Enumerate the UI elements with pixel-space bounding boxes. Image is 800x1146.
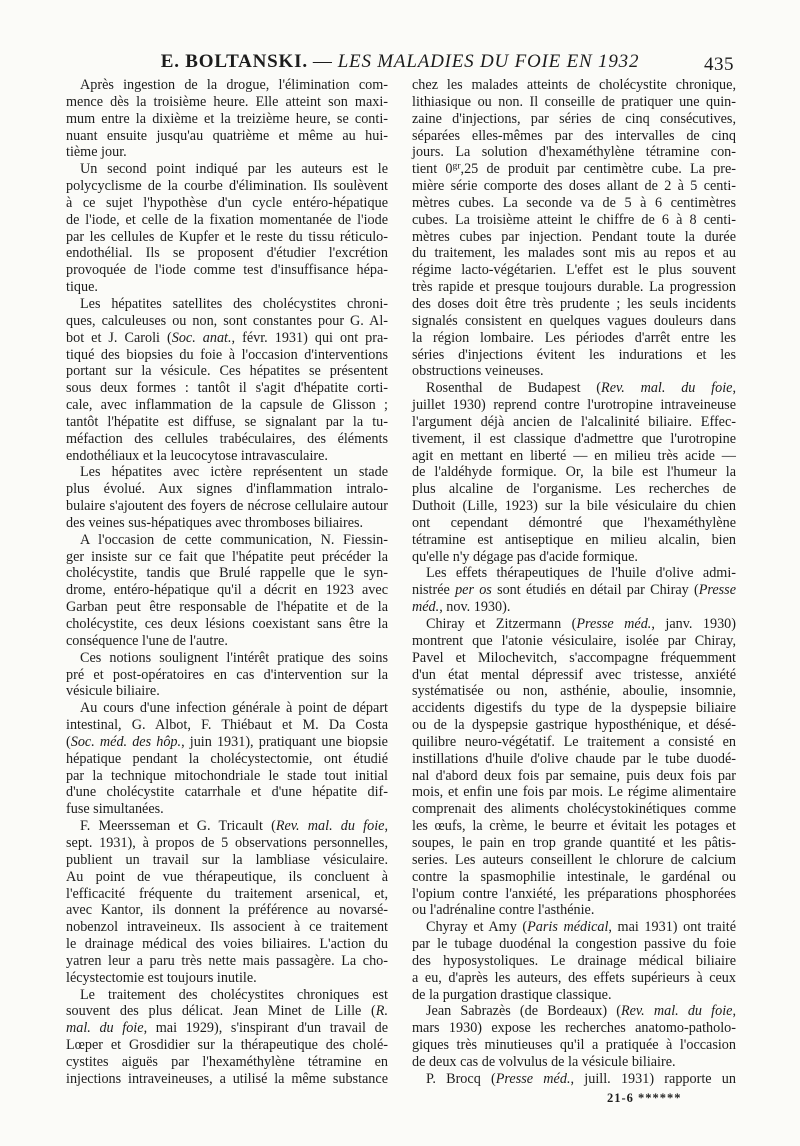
text-line: par les cellules de Kupfer et le reste du tissu réticulo- bbox=[66, 228, 388, 245]
italic-citation: Soc. anat. bbox=[171, 329, 232, 346]
italic-citation: méd. bbox=[412, 599, 440, 616]
text-line: des veines sus-hépatiques avec thromboses biliaires. bbox=[66, 514, 364, 531]
text-line: a eu, d'après les auteurs, des effets supérieurs à ceux bbox=[412, 969, 736, 986]
text-line: Garban peut être responsable de l'hépatite et de la bbox=[66, 599, 388, 616]
text-line bbox=[412, 919, 736, 936]
text-line: nal d'abord deux fois par semaine, puis deux fois par bbox=[412, 767, 736, 784]
roman-text: nistrée bbox=[412, 582, 456, 599]
paragraph bbox=[66, 650, 388, 701]
italic-citation: per os bbox=[455, 582, 492, 599]
text-line bbox=[412, 1071, 736, 1088]
text-line: zaine d'injections, par séries de cinq consécutives, bbox=[412, 110, 736, 127]
roman-text: tient 0 bbox=[412, 161, 453, 178]
paragraph bbox=[412, 616, 736, 919]
roman-text: Jean Sabrazès (de Bordeaux) ( bbox=[426, 1003, 621, 1020]
paragraph bbox=[412, 919, 736, 1003]
text-line: séries d'injections évitent les indurations et les bbox=[412, 346, 736, 363]
paragraph bbox=[412, 380, 736, 565]
text-line bbox=[412, 161, 736, 178]
text-line: agit en mettant en liberté — en milieu très acide — bbox=[412, 447, 736, 464]
italic-citation: Rev. mal. du foie bbox=[601, 380, 733, 397]
text-line: Les effets thérapeutiques de l'huile d'olive admi- bbox=[426, 565, 736, 582]
text-line: mence dès la troisième heure. Elle atteint son maxi- bbox=[66, 93, 388, 110]
roman-text: , bbox=[384, 818, 388, 835]
text-line: yatren leur a paru très nette mais passagère. La cho- bbox=[66, 952, 388, 969]
text-line: mètres cubes par injection. Pendant toute la durée bbox=[412, 228, 736, 245]
text-line: la région lombaire. Les périodes d'arrêt entre les bbox=[412, 329, 736, 346]
text-line: endothéliaux et la leucocytose intravasculaire. bbox=[66, 447, 328, 464]
italic-citation: Presse méd. bbox=[495, 1070, 571, 1087]
text-line: mum entre la dixième et la treizième heure, se conti- bbox=[66, 110, 388, 127]
text-line: Au point de vue thérapeutique, ils concluent à bbox=[66, 868, 388, 885]
text-line: tétramine est antiseptique en milieu alcalin, bien bbox=[412, 531, 736, 548]
text-line: bulaire s'ajoutent des foyers de nécrose cellulaire autour bbox=[66, 498, 388, 515]
roman-text: , mai 1931) ont traité bbox=[608, 919, 737, 936]
text-line: ou de la dyspepsie gastrique hyposthénique, et désé- bbox=[412, 717, 736, 734]
text-line: endothélial. Ils se proposent d'étudier l'excrétion bbox=[66, 245, 388, 262]
text-line: à ce sujet l'hypothèse d'un cycle entéro-hépatique bbox=[66, 194, 388, 211]
roman-text: ( bbox=[66, 733, 71, 750]
paragraph bbox=[412, 565, 736, 616]
roman-text: , mai 1929), s'inspirant d'un travail de bbox=[143, 1020, 388, 1037]
running-head bbox=[0, 50, 800, 74]
text-line bbox=[412, 582, 736, 599]
roman-text: Chyray et Amy ( bbox=[426, 919, 528, 936]
paragraph bbox=[412, 1003, 736, 1070]
text-line bbox=[412, 380, 736, 397]
text-line: mois, et enfin une fois par mois. Le régime alimentaire bbox=[412, 784, 736, 801]
text-line: series. Les auteurs conseillent le chlorure de calcium bbox=[412, 851, 736, 868]
text-line: jours. La solution d'hexaméthylène tétramine con- bbox=[412, 144, 736, 161]
italic-citation: Soc. méd. des hôp. bbox=[70, 733, 182, 750]
text-line: l'opium contre l'anxiété, les préparations phosphorées bbox=[412, 885, 736, 902]
paragraph bbox=[66, 818, 388, 986]
text-line: du traitement, les malades sont mis au repos et au bbox=[412, 245, 736, 262]
text-line bbox=[412, 599, 736, 616]
italic-citation: Paris médical bbox=[527, 919, 609, 936]
roman-text: , nov. 1930). bbox=[439, 599, 511, 616]
text-line bbox=[412, 616, 736, 633]
text-line: contre la spasmophilie intestinale, le gardénal ou bbox=[412, 868, 736, 885]
text-line bbox=[66, 734, 388, 751]
text-line: plus alcaline de l'organisme. Les recherches de bbox=[412, 481, 736, 498]
text-line: mière série comporte des doses allant de 2 à 5 centi- bbox=[412, 178, 736, 195]
text-line: chez les malades atteints de cholécystite chronique, bbox=[412, 77, 736, 93]
text-line: de l'aldéhyde formique. Or, la bile est l'humeur la bbox=[412, 464, 736, 481]
roman-text: ,25 de produit par centimètre cube. La pre- bbox=[460, 161, 736, 178]
text-line: cubes. La troisième atteint le chiffre de 6 à 8 centi- bbox=[412, 211, 736, 228]
text-line bbox=[66, 330, 388, 347]
text-line: montrent que l'atonie vésiculaire, isolée par Chiray, bbox=[412, 632, 736, 649]
text-line: accidents digestifs du type de la dyspepsie biliaire bbox=[412, 700, 736, 717]
paragraph bbox=[66, 464, 388, 531]
text-line: Les hépatites satellites des cholécystites chroni- bbox=[80, 295, 388, 312]
text-line: pré et post-opératoires en cas d'intervention sur la bbox=[66, 666, 388, 683]
text-line: signalés consistent en quelques vagues douleurs dans bbox=[412, 312, 736, 329]
text-line: très rapide et presque toujours durable. La progression bbox=[412, 279, 736, 296]
text-line: giques très minutieuses qu'il a pratiquée à l'occasion bbox=[412, 1037, 736, 1054]
text-line: nuant ensuite jusqu'au quatrième et même au hui- bbox=[66, 127, 388, 144]
italic-citation: Presse bbox=[698, 582, 736, 599]
text-line: séparées elles-mêmes par des intervalles de cinq bbox=[412, 127, 736, 144]
text-line: sept. 1931), à propos de 5 observations personnelles, bbox=[66, 834, 388, 851]
text-line: ques, calculeuses ou non, sont constantes pour G. Al- bbox=[66, 312, 388, 329]
text-line: de la purgation drastique classique. bbox=[412, 986, 612, 1003]
article-title: LES MALADIES DU FOIE EN 1932 bbox=[337, 51, 640, 72]
text-line bbox=[66, 818, 388, 835]
roman-text: P. Brocq ( bbox=[426, 1070, 496, 1087]
text-line: tique. bbox=[66, 279, 98, 296]
text-line: cholécystite, tandis que Brulé rappelle que le syn- bbox=[66, 565, 388, 582]
text-line: tantôt l'hépatite est diffuse, se signalant par la tu- bbox=[66, 413, 388, 430]
text-line: Duthoit (Lille, 1923) sur la bile vésiculaire du chien bbox=[412, 498, 736, 515]
text-line: cholécystite, ces deux lésions coexistant sans être la bbox=[66, 616, 388, 632]
roman-text: Rosenthal de Budapest ( bbox=[426, 380, 602, 397]
superscript-unit: gr bbox=[452, 160, 461, 172]
text-line: Le traitement des cholécystites chroniques est bbox=[80, 986, 388, 1003]
text-line: le drainage médical des voies biliaires. L'action du bbox=[66, 936, 388, 953]
italic-citation: mal. du foie bbox=[66, 1020, 144, 1037]
text-line: tième jour. bbox=[66, 144, 127, 161]
text-line: drome, entéro-hépatique qu'il a décrit en 1923 avec bbox=[66, 582, 388, 599]
text-line: Après ingestion de la drogue, l'élimination com- bbox=[80, 77, 388, 93]
text-line: ont cependant démontré que l'hexaméthylène bbox=[412, 514, 736, 531]
text-line: Les hépatites avec ictère représentent un stade bbox=[80, 464, 388, 481]
text-line: Au cours d'une infection générale à point de départ bbox=[80, 700, 388, 717]
left-column bbox=[66, 77, 388, 1088]
roman-text: , juin 1931), pratiquant une biopsie bbox=[181, 733, 388, 750]
text-line bbox=[66, 1020, 388, 1037]
text-line: cale, avec inflammation de la capsule de Glisson ; bbox=[66, 397, 388, 414]
author-name: E. BOLTANSKI. bbox=[160, 51, 308, 72]
roman-text: , bbox=[732, 1003, 736, 1020]
text-line: plus évolué. Aux signes d'inflammation intralo- bbox=[66, 481, 388, 498]
text-line: cystites aiguës par l'hexaméthylène tétramine en bbox=[66, 1053, 388, 1070]
text-line: régime lacto-végétarien. L'effet est le plus souvent bbox=[412, 262, 736, 279]
text-line: Lœper et Grosdidier sur la thérapeutique des cholé- bbox=[66, 1037, 388, 1054]
text-line: qu'elle n'y dégage pas d'acide formique. bbox=[412, 548, 638, 565]
text-line: de deux cas de volvulus de la vésicule biliaire. bbox=[412, 1053, 676, 1070]
text-line: lithiasique ou non. Il conseille de pratiquer une quin- bbox=[412, 93, 736, 110]
text-line: obstructions veineuses. bbox=[412, 363, 544, 380]
paragraph bbox=[66, 987, 388, 1088]
text-line: par la technique mitochondriale le stade tout initial bbox=[66, 767, 388, 784]
paragraph bbox=[66, 700, 388, 818]
italic-citation: Rev. mal. du foie bbox=[275, 818, 385, 835]
text-line: d'un état mental dépressif avec tristesse, anxiété bbox=[412, 666, 736, 683]
paragraph bbox=[66, 532, 388, 650]
text-line: d'une cholécystite catarrhale et d'une hépatite dif- bbox=[66, 784, 388, 801]
text-line: de l'iode, et celle de la fixation momentanée de l'iode bbox=[66, 211, 388, 228]
text-line bbox=[412, 1003, 736, 1020]
text-line: systématisée ou non, asthénie, aboulie, insomnie, bbox=[412, 683, 736, 700]
paragraph bbox=[66, 296, 388, 464]
paragraph bbox=[412, 77, 736, 380]
text-line: Un second point indiqué par les auteurs est le bbox=[80, 161, 388, 178]
text-line: l'argument déjà ancien de l'alcalinité biliaire. Effec- bbox=[412, 413, 736, 430]
printer-signature-mark: 21-6 ****** bbox=[607, 1091, 682, 1105]
text-line: les œufs, la crème, le beurre et évitait les potages et bbox=[412, 818, 736, 835]
text-line: des hyposystoliques. Le drainage médical biliaire bbox=[412, 952, 736, 969]
text-line: des doses doit être très prudente ; les seuls incidents bbox=[412, 295, 736, 312]
italic-citation: Presse méd. bbox=[576, 616, 652, 632]
text-line: portant sur la vésicule. Ces hépatites se présentent bbox=[66, 363, 388, 380]
italic-citation: Rev. mal. du foie bbox=[620, 1003, 733, 1020]
paragraph bbox=[66, 77, 388, 161]
text-line: publient un travail sur la lambliase vésiculaire. bbox=[66, 851, 388, 868]
roman-text: souvent des plus délicat. Jean Minet de Lille ( bbox=[66, 1003, 376, 1020]
right-column bbox=[412, 77, 736, 1088]
text-line: injections intraveineuses, a utilisé la même substance bbox=[66, 1070, 388, 1087]
text-line: sous deux formes : tantôt il s'agit d'hépatite corti- bbox=[66, 380, 388, 397]
text-line: conséquence l'une de l'autre. bbox=[66, 632, 228, 649]
text-line: quilibre neuro-végétatif. Le traitement a consisté en bbox=[412, 733, 736, 750]
text-line: intestinal, G. Albot, F. Thiébaut et M. Da Costa bbox=[66, 717, 388, 734]
paragraph bbox=[66, 161, 388, 296]
text-line: nobenzol intraveineux. Ils associent à ce traitement bbox=[66, 919, 388, 936]
text-line: soupes, le pain en trop grande quantité et les pâtis- bbox=[412, 834, 736, 851]
text-line: par le tubage duodénal la congestion passive du foie bbox=[412, 936, 736, 953]
text-line bbox=[66, 1003, 388, 1020]
text-line: tivement, il est classique d'admettre que l'urotropine bbox=[412, 430, 736, 447]
text-line: comprenait des aliments cholécystokinétiques comme bbox=[412, 801, 736, 818]
roman-text: F. Meersseman et G. Tricault ( bbox=[80, 818, 276, 835]
text-line: provoquée de l'iode comme test d'insuffisance hépa- bbox=[66, 262, 388, 279]
roman-text: , juill. 1931) rapporte un bbox=[570, 1070, 736, 1087]
text-line: polycyclisme de la courbe d'élimination. Ils soulèvent bbox=[66, 178, 388, 195]
text-line: mètres cubes. La seconde va de 5 à 6 centimètres bbox=[412, 194, 736, 211]
text-line: fuse simultanées. bbox=[66, 801, 164, 818]
text-line: vésicule biliaire. bbox=[66, 683, 160, 700]
text-line: ger insiste sur ce fait que l'hépatite peut précéder la bbox=[66, 548, 388, 565]
text-line: avec Kantor, ils donnent la préférence au novarsé- bbox=[66, 902, 388, 919]
text-line: instillations d'huile d'olive chaude par le tube duodé- bbox=[412, 750, 736, 767]
roman-text: bot et J. Caroli ( bbox=[66, 329, 172, 346]
text-line: hépatique pendant la cholécystectomie, ont étudié bbox=[66, 750, 388, 767]
roman-text: , bbox=[732, 380, 736, 397]
text-line: Ces notions soulignent l'intérêt pratique des soins bbox=[80, 649, 388, 666]
text-line: A l'occasion de cette communication, N. Fiessin- bbox=[80, 531, 388, 548]
roman-text: Chiray et Zitzermann ( bbox=[426, 616, 577, 632]
text-line: lécystectomie est toujours inutile. bbox=[66, 969, 257, 986]
text-line: ou l'adrénaline contre l'asthénie. bbox=[412, 902, 595, 919]
roman-text: , janv. 1930) bbox=[651, 616, 737, 632]
roman-text: sont étudiés en détail par Chiray ( bbox=[491, 582, 699, 599]
text-line: mars 1930) expose les recherches anatomo-patholo- bbox=[412, 1020, 736, 1037]
paragraph bbox=[412, 1071, 736, 1088]
roman-text: , févr. 1931) qui ont pra- bbox=[231, 329, 388, 346]
text-line: méfaction des cellules trabéculaires, des éléments bbox=[66, 430, 388, 447]
text-line: l'efficacité fréquente du traitement arsenical, et, bbox=[66, 885, 388, 902]
text-line: tiqué des biopsies du foie à l'occasion d'interventions bbox=[66, 346, 388, 363]
italic-citation: R. bbox=[375, 1003, 388, 1020]
head-separator: — bbox=[312, 51, 333, 72]
text-line: Pavel et Milochevitch, s'accompagne fréquemment bbox=[412, 649, 736, 666]
text-line: juillet 1930) reprend contre l'urotropine intraveineuse bbox=[412, 397, 736, 414]
page-number: 435 bbox=[704, 54, 734, 75]
